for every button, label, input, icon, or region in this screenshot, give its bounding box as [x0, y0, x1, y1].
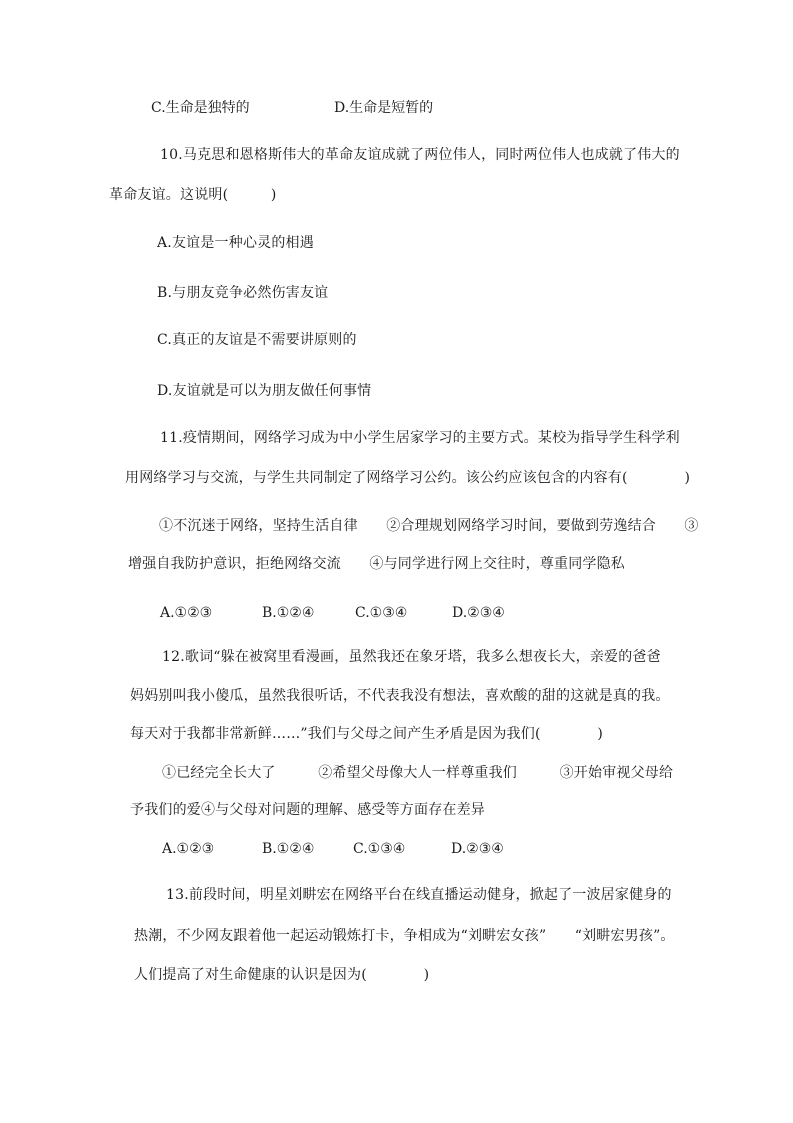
q11-items-line2: 增强自我防护意识，拒绝网络交流 ④与同学进行网上交往时，尊重同学隐私 [128, 556, 625, 572]
q10-option-b: B.与朋友竞争必然伤害友谊 [157, 285, 329, 301]
q12-stem-line1: 12.歌词“躲在被窝里看漫画，虽然我还在象牙塔，我多么想夜长大，亲爱的爸爸 [162, 649, 661, 665]
q10-option-d: D.友谊就是可以为朋友做任何事情 [157, 383, 372, 399]
q11-stem-line1: 11.疫情期间，网络学习成为中小学生居家学习的主要方式。某校为指导学生科学利 [160, 430, 680, 446]
q12-option-d: D.②③④ [451, 841, 504, 857]
q11-option-a: A.①②③ [160, 605, 213, 621]
q9-option-c: C.生命是独特的 [151, 100, 250, 116]
q13-stem-line1: 13.前段时间，明星刘畊宏在网络平台在线直播运动健身，掀起了一波居家健身的 [166, 887, 672, 903]
q11-items-line1: ①不沉迷于网络，坚持生活自律 ②合理规划网络学习时间，要做到劳逸结合 ③ [159, 518, 699, 534]
q12-option-c: C.①③④ [353, 841, 406, 857]
q12-items-line2: 予我们的爱④与父母对问题的理解、感受等方面存在差异 [130, 802, 485, 818]
q12-stem-line2: 妈妈别叫我小傻瓜，虽然我很听话，不代表我没有想法，喜欢酸的甜的这就是真的我。 [130, 688, 670, 704]
q12-items-line1: ①已经完全长大了 ②希望父母像大人一样尊重我们 ③开始审视父母给 [162, 765, 674, 781]
q10-option-a: A.友谊是一种心灵的相遇 [157, 235, 314, 251]
q12-option-a: A.①②③ [162, 841, 215, 857]
q11-option-d: D.②③④ [452, 605, 505, 621]
q12-option-b: B.①②④ [262, 841, 315, 857]
q11-option-c: C.①③④ [355, 605, 408, 621]
q10-stem-line1: 10.马克思和恩格斯伟大的革命友谊成就了两位伟人，同时两位伟人也成就了伟大的 [160, 147, 680, 163]
q10-stem-line2: 革命友谊。这说明( ) [109, 187, 277, 203]
q11-option-b: B.①②④ [262, 605, 315, 621]
q9-option-d: D.生命是短暂的 [334, 100, 434, 116]
q10-option-c: C.真正的友谊是不需要讲原则的 [157, 332, 357, 348]
q13-stem-line2: 热潮，不少网友跟着他一起运动锻炼打卡，争相成为“刘畊宏女孩” “刘畊宏男孩”。 [134, 928, 675, 944]
q13-stem-line3: 人们提高了对生命健康的认识是因为( ) [134, 967, 430, 983]
q11-stem-line2: 用网络学习与交流，与学生共同制定了网络学习公约。该公约应该包含的内容有( ) [125, 470, 691, 486]
q12-stem-line3: 每天对于我都非常新鲜……”我们与父母之间产生矛盾是因为我们( ) [130, 726, 604, 742]
